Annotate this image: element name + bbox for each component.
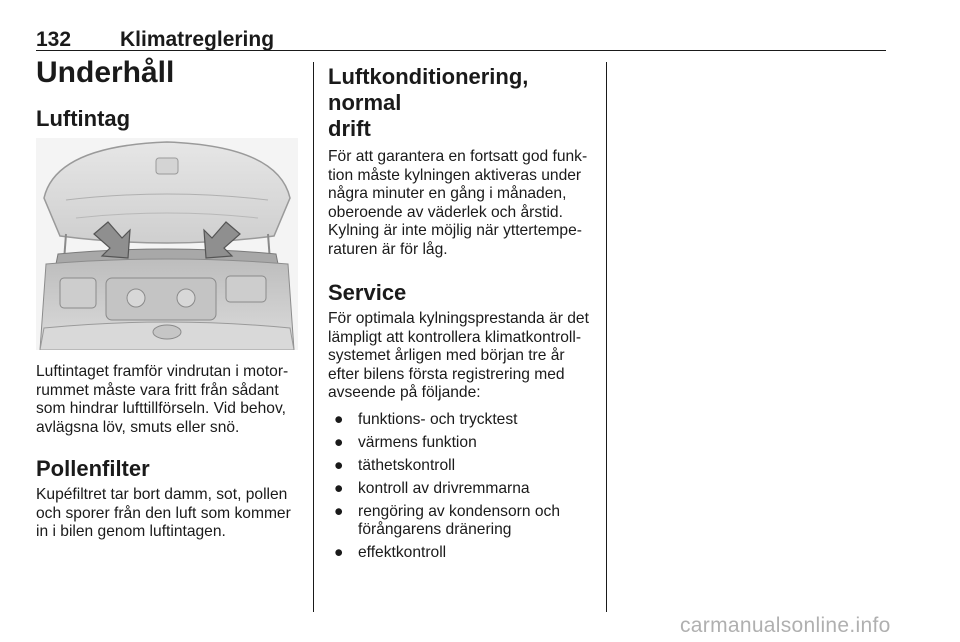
text-line: avlägsna löv, smuts eller snö.: [36, 418, 240, 436]
service-body: [328, 310, 594, 403]
text-line: tion måste kylningen aktiveras under: [328, 166, 582, 184]
text-line: som hindrar lufttillförseln. Vid behov,: [36, 400, 286, 417]
list-item: ● rengöring av kondensorn och förångarens dränering: [334, 502, 560, 538]
column-1: [36, 56, 298, 132]
text-line: avseende på följande:: [328, 384, 481, 401]
pollenfilter-heading: Pollenfilter: [36, 456, 150, 481]
service-heading: Service: [328, 280, 407, 305]
page-number: 132: [36, 28, 72, 51]
bullet-icon: ●: [334, 433, 344, 451]
list-item: ● funktions- och trycktest: [334, 410, 518, 428]
luftintag-body: [36, 363, 298, 437]
list-item: ● värmens funktion: [334, 433, 477, 451]
pollenfilter-section: [36, 456, 298, 542]
service-checklist: [328, 411, 594, 563]
engine-bay-illustration: [36, 138, 298, 350]
text-line: efter bilens första registrering med: [328, 365, 565, 383]
text-line: För att garantera en fortsatt god funk-: [328, 148, 588, 165]
bullet-icon: ●: [334, 410, 344, 428]
column-2: [328, 64, 594, 567]
text-line: in i bilen genom luftintagen.: [36, 523, 226, 540]
text-line: och sporer från den luft som kommer: [36, 504, 291, 522]
bullet-icon: ●: [334, 502, 344, 520]
ac-body: [328, 148, 594, 259]
text-line: lämpligt att kontrollera klimatkontroll-: [328, 328, 582, 346]
text-line: Luftintaget framför vindrutan i motor-: [36, 363, 289, 380]
text-line: Kylning är inte möjlig när yttertempe-: [328, 222, 582, 239]
text-line: oberoende av väderlek och årstid.: [328, 203, 563, 221]
text-line: Kupéfiltret tar bort damm, sot, pollen: [36, 486, 288, 503]
section-title: Underhåll: [36, 56, 175, 89]
list-item: ● effektkontroll: [334, 544, 447, 561]
watermark: carmanualsonline.info: [680, 614, 891, 637]
page-header: [36, 10, 886, 51]
bullet-icon: ●: [334, 456, 344, 474]
ac-heading: [328, 64, 594, 142]
text-line: raturen är för låg.: [328, 240, 448, 258]
ac-heading-line: drift: [328, 116, 371, 141]
text-line: rummet måste vara fritt från sådant: [36, 381, 279, 399]
bullet-icon: ●: [334, 544, 344, 561]
luftintag-heading: Luftintag: [36, 106, 131, 131]
text-line: systemet årligen med början tre år: [328, 347, 565, 364]
list-item: ● täthetskontroll: [334, 456, 456, 474]
text-line: några minuter en gång i månaden,: [328, 185, 567, 202]
chapter-title: Klimatreglering: [120, 28, 275, 51]
text-line: För optimala kylningsprestanda är det: [328, 310, 589, 327]
ac-heading-line: Luftkonditionering, normal: [328, 64, 529, 115]
list-item: ● kontroll av drivremmarna: [334, 479, 530, 497]
column-divider-2: [606, 62, 607, 612]
bullet-icon: ●: [334, 479, 344, 497]
column-divider-1: [313, 62, 314, 612]
